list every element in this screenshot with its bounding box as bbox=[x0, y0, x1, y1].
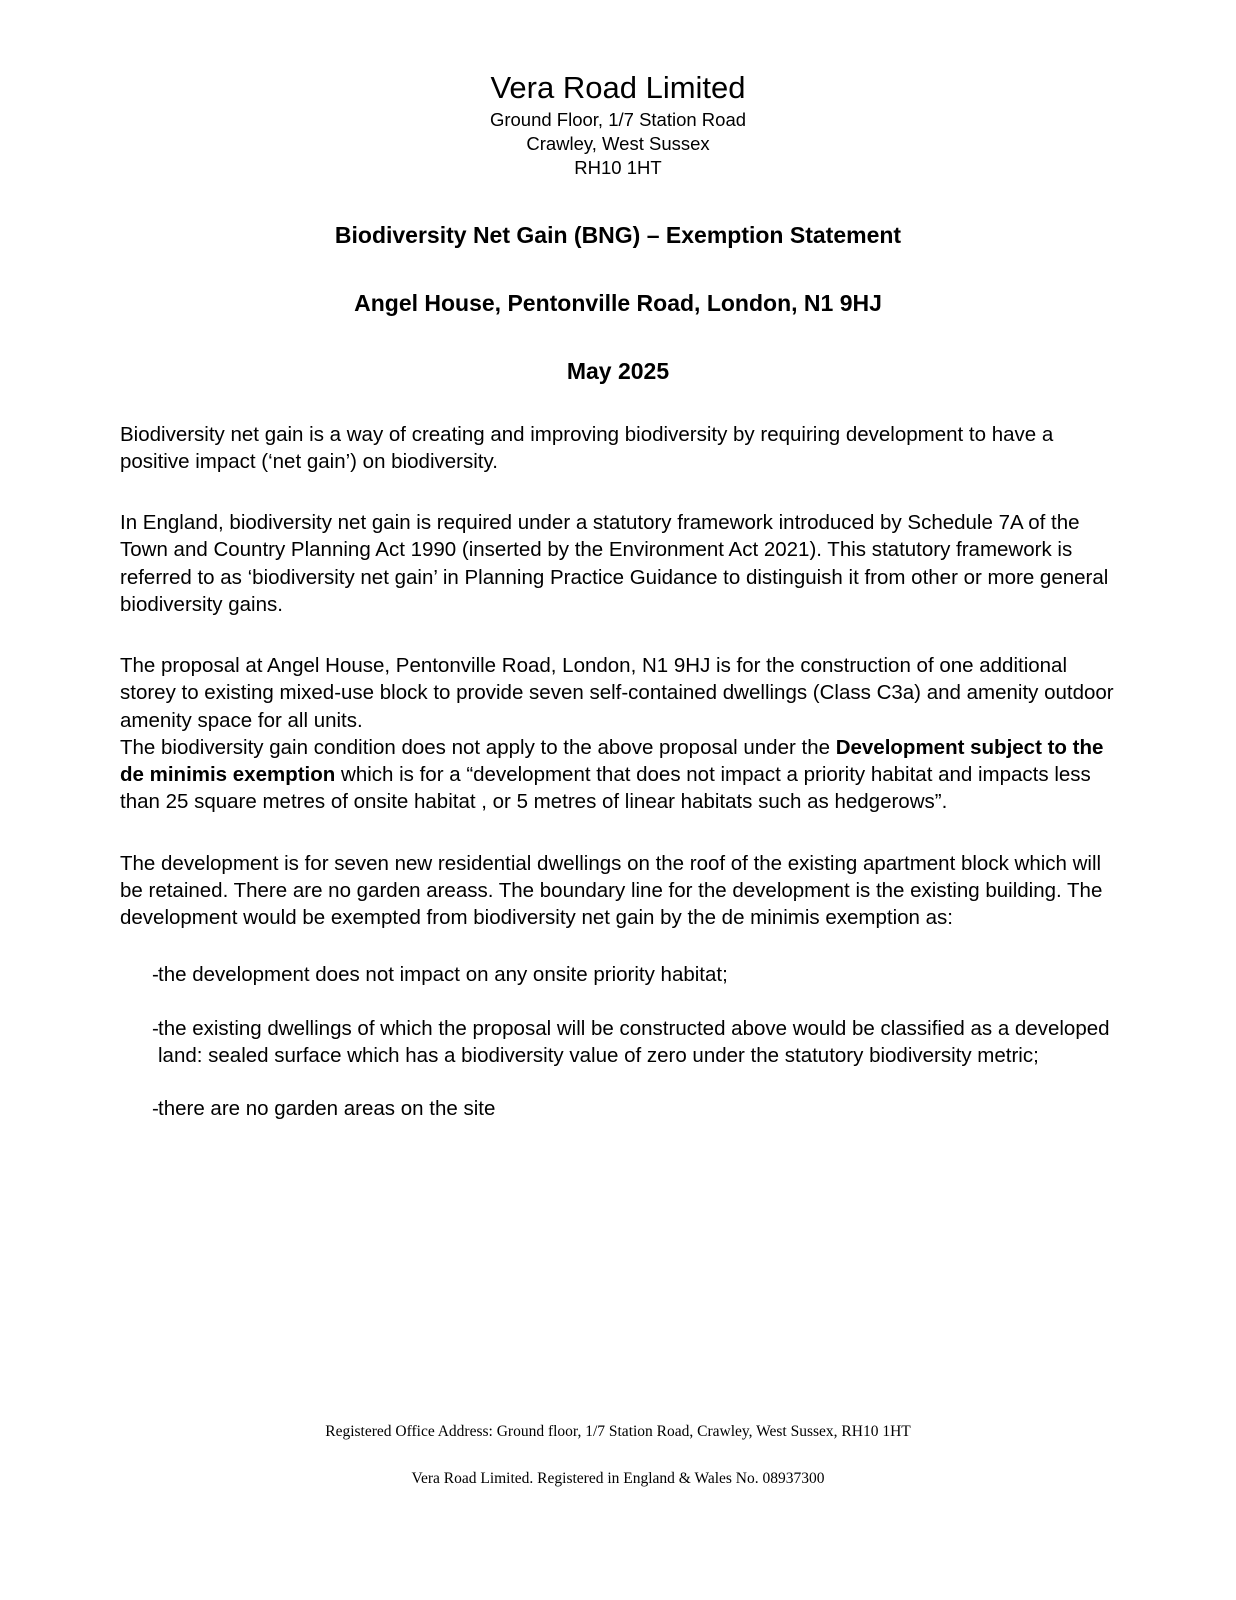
paragraph-proposal-text: The proposal at Angel House, Pentonville Road, London, N1 9HJ is for the construction of one additional storey to existing mixed-use block to provide seven self-contained dwellings (Class C3a) and amenity outdoor amenity space for all units. bbox=[120, 654, 1114, 732]
paragraph-exemption-text bbox=[120, 734, 1116, 816]
paragraph-development-summary bbox=[120, 850, 1116, 932]
paragraph-intro-text: Biodiversity net gain is a way of creating and improving biodiversity by requiring development to have a positive impact (‘net gain’) on biodiversity. bbox=[120, 422, 1054, 473]
bullet-marker-icon: - bbox=[152, 963, 159, 987]
page-footer bbox=[0, 1421, 1236, 1490]
list-item-label: the existing dwellings of which the proposal will be constructed above would be classified as a developed land: sealed surface which has a biodiversity value of zero under the statutory biodiversity metric; bbox=[158, 1016, 1110, 1067]
list-item-label: there are no garden areas on the site bbox=[158, 1097, 496, 1121]
document-title: Biodiversity Net Gain (BNG) – Exemption Statement bbox=[334, 221, 902, 248]
document-date: May 2025 bbox=[566, 357, 670, 384]
paragraph-statutory-framework-text: In England, biodiversity net gain is required under a statutory framework introduced by Schedule 7A of the Town and Country Planning Act 1990 (inserted by the Environment Act 2021). This statutory framework is referred to as ‘biodiversity net gain’ in Planning Practice Guidance to distinguish it from other or more general biodiversity gains. bbox=[120, 511, 1109, 616]
list-item bbox=[120, 1015, 1116, 1070]
company-address-postcode: RH10 1HT bbox=[574, 157, 662, 179]
paragraph-statutory-framework bbox=[120, 509, 1116, 618]
exemption-term-bold: Development subject to the de minimis exemption bbox=[120, 735, 1104, 787]
exemption-text-part-1: The biodiversity gain condition does not apply to the above proposal under the bbox=[120, 735, 836, 759]
company-name: Vera Road Limited bbox=[490, 70, 746, 105]
document-subtitle-site-address: Angel House, Pentonville Road, London, N1 9HJ bbox=[354, 289, 882, 316]
bullet-marker-icon: - bbox=[152, 1016, 159, 1040]
paragraph-exemption bbox=[120, 734, 1116, 816]
list-item-label: the development does not impact on any onsite priority habitat; bbox=[158, 963, 728, 987]
exemption-text-part-2: which is for a “development that does not impact a priority habitat and impacts less than 25 square metres of onsite habitat , or 5 metres of linear habitats such as hedgerows”. bbox=[120, 763, 1091, 814]
bullet-marker-icon: - bbox=[152, 1097, 159, 1121]
footer-company-registration: Vera Road Limited. Registered in England & Wales No. 08937300 bbox=[411, 1470, 825, 1488]
list-item bbox=[120, 1095, 1116, 1122]
paragraph-development-summary-text: The development is for seven new residential dwellings on the roof of the existing apartment block which will be retained. There are no garden areass. The boundary line for the development is the existing building. The development would be exempted from biodiversity net gain by the de minimis exemption as: bbox=[120, 851, 1103, 930]
company-address-line-2: Crawley, West Sussex bbox=[526, 133, 710, 155]
company-address-line-1: Ground Floor, 1/7 Station Road bbox=[489, 108, 747, 130]
paragraph-intro bbox=[120, 421, 1116, 476]
paragraph-proposal bbox=[120, 652, 1116, 734]
list-item bbox=[120, 961, 1116, 988]
exemption-reasons-list bbox=[120, 961, 1116, 1122]
footer-registered-office: Registered Office Address: Ground floor, 1/7 Station Road, Crawley, West Sussex, RH10 1HT bbox=[325, 1422, 911, 1440]
